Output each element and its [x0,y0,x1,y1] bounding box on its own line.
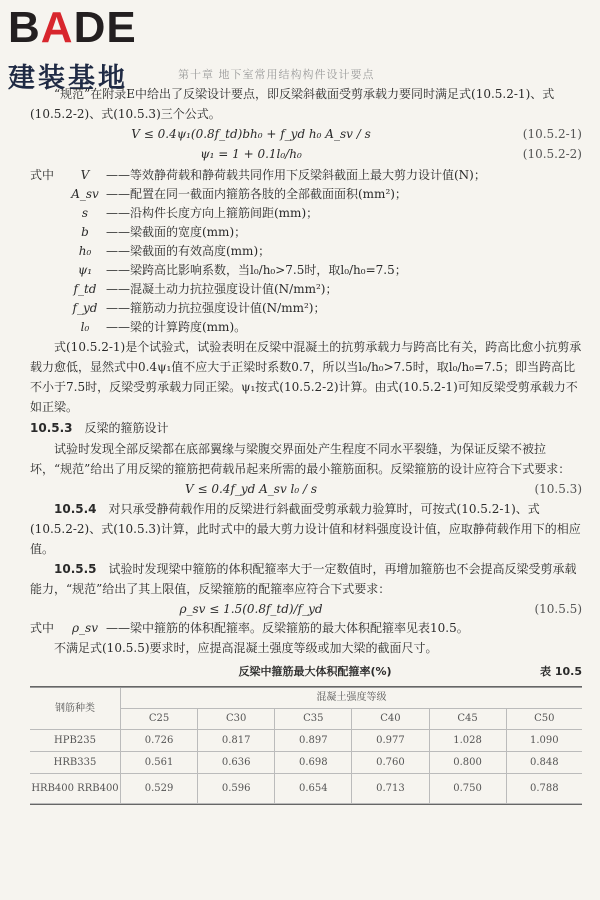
table-cell: 0.897 [275,730,352,752]
table-cell: 0.636 [198,752,275,774]
definition-row: s ——沿构件长度方向上箍筋间距(mm)； [81,206,319,220]
stirrup-ratio-table [30,686,582,805]
table-cell: 0.788 [506,774,582,804]
table-label: 表 10.5 [540,665,582,678]
table-caption [30,662,582,682]
table-cell: 0.713 [352,774,429,804]
logo-chinese: 建装基地 [8,63,128,94]
table-cell: 0.529 [121,774,198,804]
intro-paragraph: “规范”在附录E中给出了反梁设计要点，即反梁斜截面受剪承载力要同时满足式(10.5.2-1)、式(10.5.2-2)、式(10.5.3)三个公式。 [30,87,555,121]
equation-10-5-2-1: V ≤ 0.4ψ₁(0.8f_td)bh₀ + f_yd h₀ A_sv / s (10.5.2-1) [131,127,582,141]
definition-row: l₀ ——梁的计算跨度(mm)。 [80,320,247,334]
equation-10-5-2-2: ψ₁ = 1 + 0.1l₀/h₀ (10.5.2-2) [200,147,582,161]
table-col-header: C30 [198,709,275,730]
table-cell: HPB235 [30,730,121,752]
table-cell: 0.800 [429,752,506,774]
section-heading-10-5-3: 10.5.3 反梁的箍筋设计 [30,421,169,435]
definition-row: f_yd ——箍筋动力抗拉强度设计值(N/mm²)； [72,301,326,315]
table-col-header: C25 [121,709,198,730]
table-cell: 0.726 [121,730,198,752]
section-10-5-4: 10.5.4 对只承受静荷载作用的反梁进行斜截面受剪承载力验算时，可按式(10.5.2-1)、式(10.5.2-2)、式(10.5.3)计算，此时式中的最大剪力设计值和材料强度设计值，应取静荷载作用下的相应值。 [30,502,581,556]
table-cell: HRB335 [30,752,121,774]
table-col-header: C45 [429,709,506,730]
table-cell: 0.750 [429,774,506,804]
table-cell: 0.977 [352,730,429,752]
table-col-header: C40 [352,709,429,730]
page-body [30,84,582,805]
table-row [30,730,582,752]
logo-letter: D [73,3,107,52]
closing-paragraph: 不满足式(10.5.5)要求时，应提高混凝土强度等级或加大梁的截面尺寸。 [54,641,438,655]
equation-10-5-5: ρ_sv ≤ 1.5(0.8f_td)/f_yd (10.5.5) [179,602,582,616]
table-cell: 0.817 [198,730,275,752]
running-header: 第十章 地下室常用结构构件设计要点 [178,68,375,81]
definition-row: h₀ ——梁截面的有效高度(mm)； [78,244,271,258]
table-cell: 0.698 [275,752,352,774]
table-row [30,752,582,774]
table-row [30,774,582,804]
table-cell: 0.596 [198,774,275,804]
table-cell: 1.090 [506,730,582,752]
logo-letter: B [8,3,41,52]
logo-letter-accent: A [40,3,74,52]
table-col-header: C35 [275,709,352,730]
table-cell: 0.561 [121,752,198,774]
table-rowhead: 钢筋种类 [30,688,121,730]
symbol-definitions [30,166,582,337]
table-cell: 0.760 [352,752,429,774]
logo-wordmark [8,3,178,52]
table-col-header: C50 [506,709,582,730]
equation-10-5-3: V ≤ 0.4f_yd A_sv l₀ / s (10.5.3) [184,482,582,496]
table-cell: 1.028 [429,730,506,752]
explanation-paragraph: 式(10.5.2-1)是个试验式，试验表明在反梁中混凝土的抗剪承载力与跨高比有关，跨高比愈小抗剪承载力愈低，显然式中0.4ψ₁值不应大于正梁时系数0.7，所以当l₀/h₀>7.5时，取l₀/h₀=7.5；即当跨高比不小于7.5时，反梁受剪承载力同正梁。ψ₁按式(10.5.2-2)计算。由式(10.5.2-1)可知反梁受剪承载力不如正梁。 [30,340,582,414]
definition-row-rho: 式中 ρ_sv ——梁中箍筋的体积配箍率。反梁箍筋的最大体积配箍率见表10.5。 [30,621,469,635]
definition-row: ψ₁ ——梁跨高比影响系数，当l₀/h₀>7.5时，取l₀/h₀=7.5； [77,263,407,277]
table-title: 反梁中箍筋最大体积配箍率(%) [238,665,392,678]
definition-row: 式中 V ——等效静荷载和静荷载共同作用下反梁斜截面上最大剪力设计值(N)； [30,168,486,182]
stirrup-paragraph: 试验时发现全部反梁都在底部翼缘与梁腹交界面处产生程度不同水平裂缝，为保证反梁不被拉坏，“规范”给出了用反梁的箍筋把荷载吊起来所需的最小箍筋面积。反梁箍筋的设计应符合下式要求： [30,442,571,476]
table-cell: 0.654 [275,774,352,804]
logo-letter: E [106,3,137,52]
table-cell: 0.848 [506,752,582,774]
section-10-5-5: 10.5.5 试验时发现梁中箍筋的体积配箍率大于一定数值时，再增加箍筋也不会提高反梁受剪承载能力，“规范”给出了其上限值，反梁箍筋的配箍率应符合下式要求： [30,562,577,596]
definition-row: b ——梁截面的宽度(mm)； [81,225,247,239]
table-cell: HRB400 RRB400 [30,774,121,804]
table-grouphead: 混凝土强度等级 [121,688,583,709]
definition-row: A_sv ——配置在同一截面内箍筋各肢的全部截面面积(mm²)； [71,187,407,201]
definition-row: f_td ——混凝土动力抗拉强度设计值(N/mm²)； [73,282,338,296]
